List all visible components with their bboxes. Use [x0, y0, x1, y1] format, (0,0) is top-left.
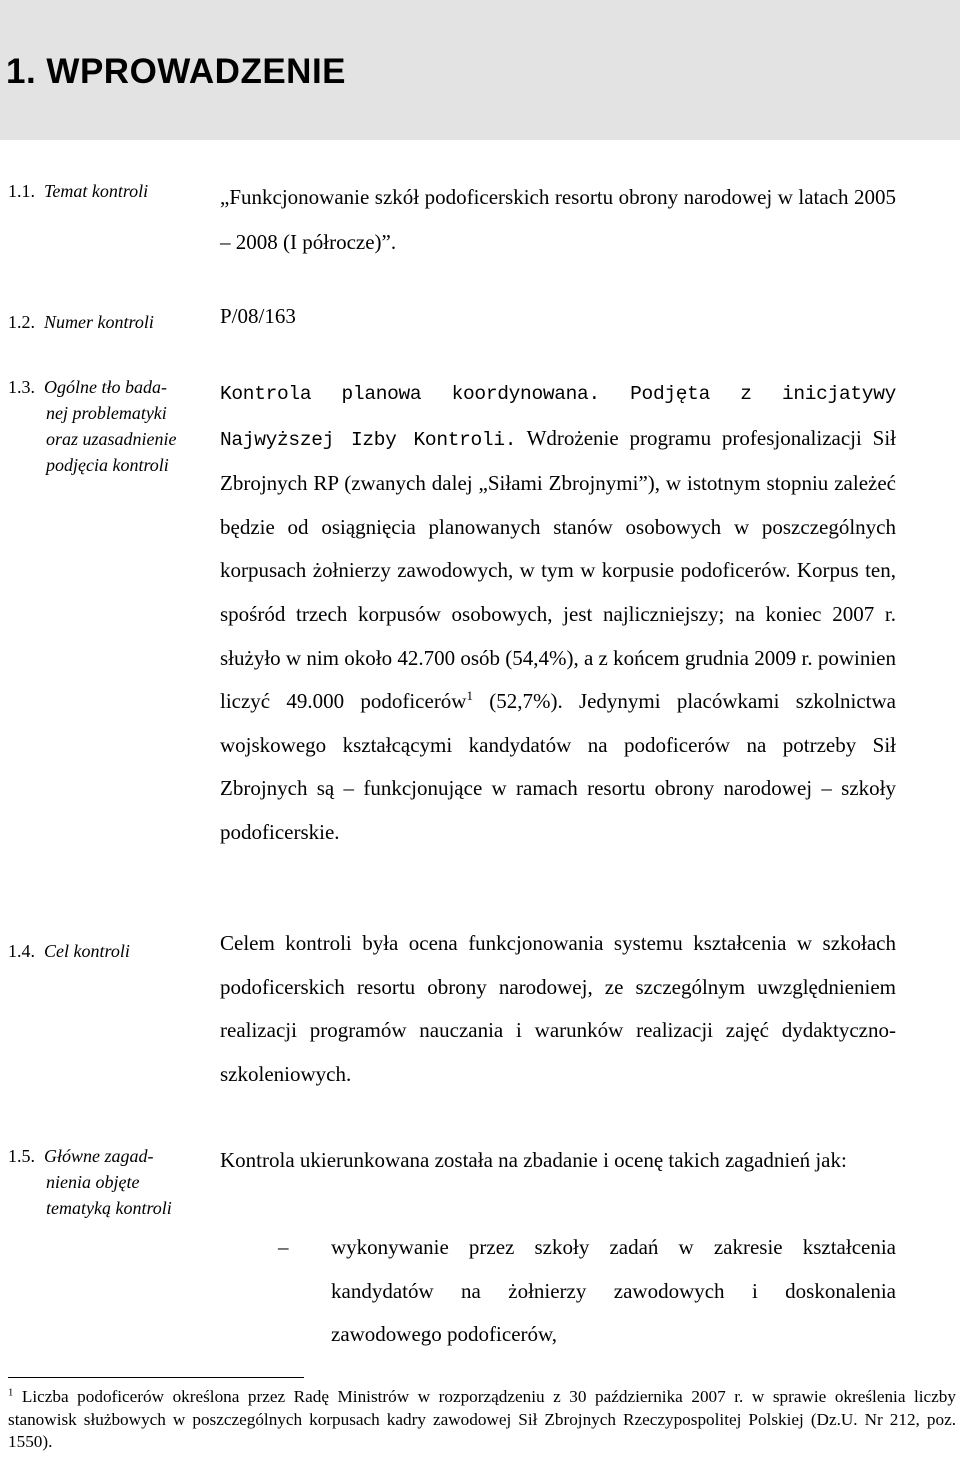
- section-label-text: Temat kontroli: [44, 181, 149, 201]
- main-issues-intro: Kontrola ukierunkowana została na zbadanie i ocenę takich zagadnień jak:: [220, 1148, 847, 1172]
- section-label-text: oraz uzasadnienie: [46, 429, 177, 449]
- section-number: 1.1.: [8, 181, 35, 201]
- background-text-b: (52,7%). Jedynymi placówkami szkolnictwa wojskowego kształcącymi kandydatów na podoficerów na potrzeby Sił Zbrojnych są – funkcjonujące w ramach resortu obrony narodowej – szkoły podoficerskie.: [220, 689, 897, 844]
- section-label-text: Główne zagad-: [44, 1146, 154, 1166]
- section-label-topic: [8, 178, 208, 204]
- chapter-title: 1. WPROWADZENIE: [6, 52, 347, 91]
- goal-text: Celem kontroli była ocena funkcjonowania systemu kształcenia w szkołach podoficerskich resortu obrony narodowej, ze szczególnym uwzględnieniem realizacji programów nauczania i warunków realizacji zajęć dydaktyczno-szkoleniowych.: [220, 931, 896, 1086]
- section-number: 1.3.: [8, 377, 35, 397]
- section-body-main-issues: [220, 1139, 896, 1183]
- footnote-marker: 1: [8, 1387, 14, 1399]
- topic-text: „Funkcjonowanie szkół podoficerskich resortu obrony narodowej w latach 2005 – 2008 (I półrocze)”.: [220, 185, 896, 254]
- section-label-text: Cel kontroli: [44, 941, 130, 961]
- section-number: 1.4.: [8, 941, 35, 961]
- section-body-goal: [220, 922, 896, 1096]
- section-label-text: tematyką kontroli: [46, 1198, 172, 1218]
- control-number: P/08/163: [220, 304, 296, 328]
- main-issues-bullet: [278, 1226, 896, 1357]
- footnote: [8, 1386, 956, 1454]
- footnote-text: Liczba podoficerów określona przez Radę Ministrów w rozporządzeniu z 30 października 2007 r. w sprawie określenia liczby stanowisk służbowych w poszczególnych korpusach kadry zawodowej Sił Zbrojnych Rzeczypospolitej Polskiej (Dz.U. Nr 212, poz. 1550).: [8, 1387, 956, 1452]
- footnote-separator: [8, 1377, 304, 1378]
- section-label-text: Ogólne tło bada-: [44, 377, 167, 397]
- section-label-number: [8, 309, 208, 335]
- section-label-text: nienia objęte: [46, 1172, 140, 1192]
- section-label-text: Numer kontroli: [44, 312, 154, 332]
- section-number: 1.2.: [8, 312, 35, 332]
- section-body-background: [220, 371, 896, 855]
- section-label-text: nej problematyki: [46, 403, 167, 423]
- section-label-main-issues: [8, 1143, 208, 1221]
- section-label-text: podjęcia kontroli: [46, 455, 169, 475]
- section-label-background: [8, 374, 208, 478]
- background-lead-text: Kontrola planowa koordynowana. Podjęta z inicjatywy Najwyższej Izby Kontroli.: [220, 383, 896, 451]
- section-number: 1.5.: [8, 1146, 35, 1166]
- bullet-text: wykonywanie przez szkoły zadań w zakresie kształcenia kandydatów na żołnierzy zawodowych i doskonalenia zawodowego podoficerów,: [331, 1235, 896, 1347]
- background-paragraph: [220, 371, 896, 855]
- bullet-dash: –: [278, 1235, 289, 1259]
- background-text-a: Wdrożenie programu profesjonalizacji Sił Zbrojnych RP (zwanych dalej „Siłami Zbrojnymi”), w istotnym stopniu zależeć będzie od osiągnięcia planowanych stanów osobowych w poszczególnych korpusach żołnierzy zawodowych, w tym w korpusie podoficerów. Korpus ten, spośród trzech korpusów osobowych, jest najliczniejszy; na koniec 2007 r. służyło w nim około 42.700 osób (54,4%), a z końcem grudnia 2009 r. powinien liczyć 49.000 podoficerów: [220, 425, 896, 714]
- footnote-reference[interactable]: 1: [466, 688, 473, 704]
- section-body-topic: [220, 175, 896, 265]
- chapter-heading-band: [0, 0, 960, 140]
- section-label-goal: [8, 938, 208, 964]
